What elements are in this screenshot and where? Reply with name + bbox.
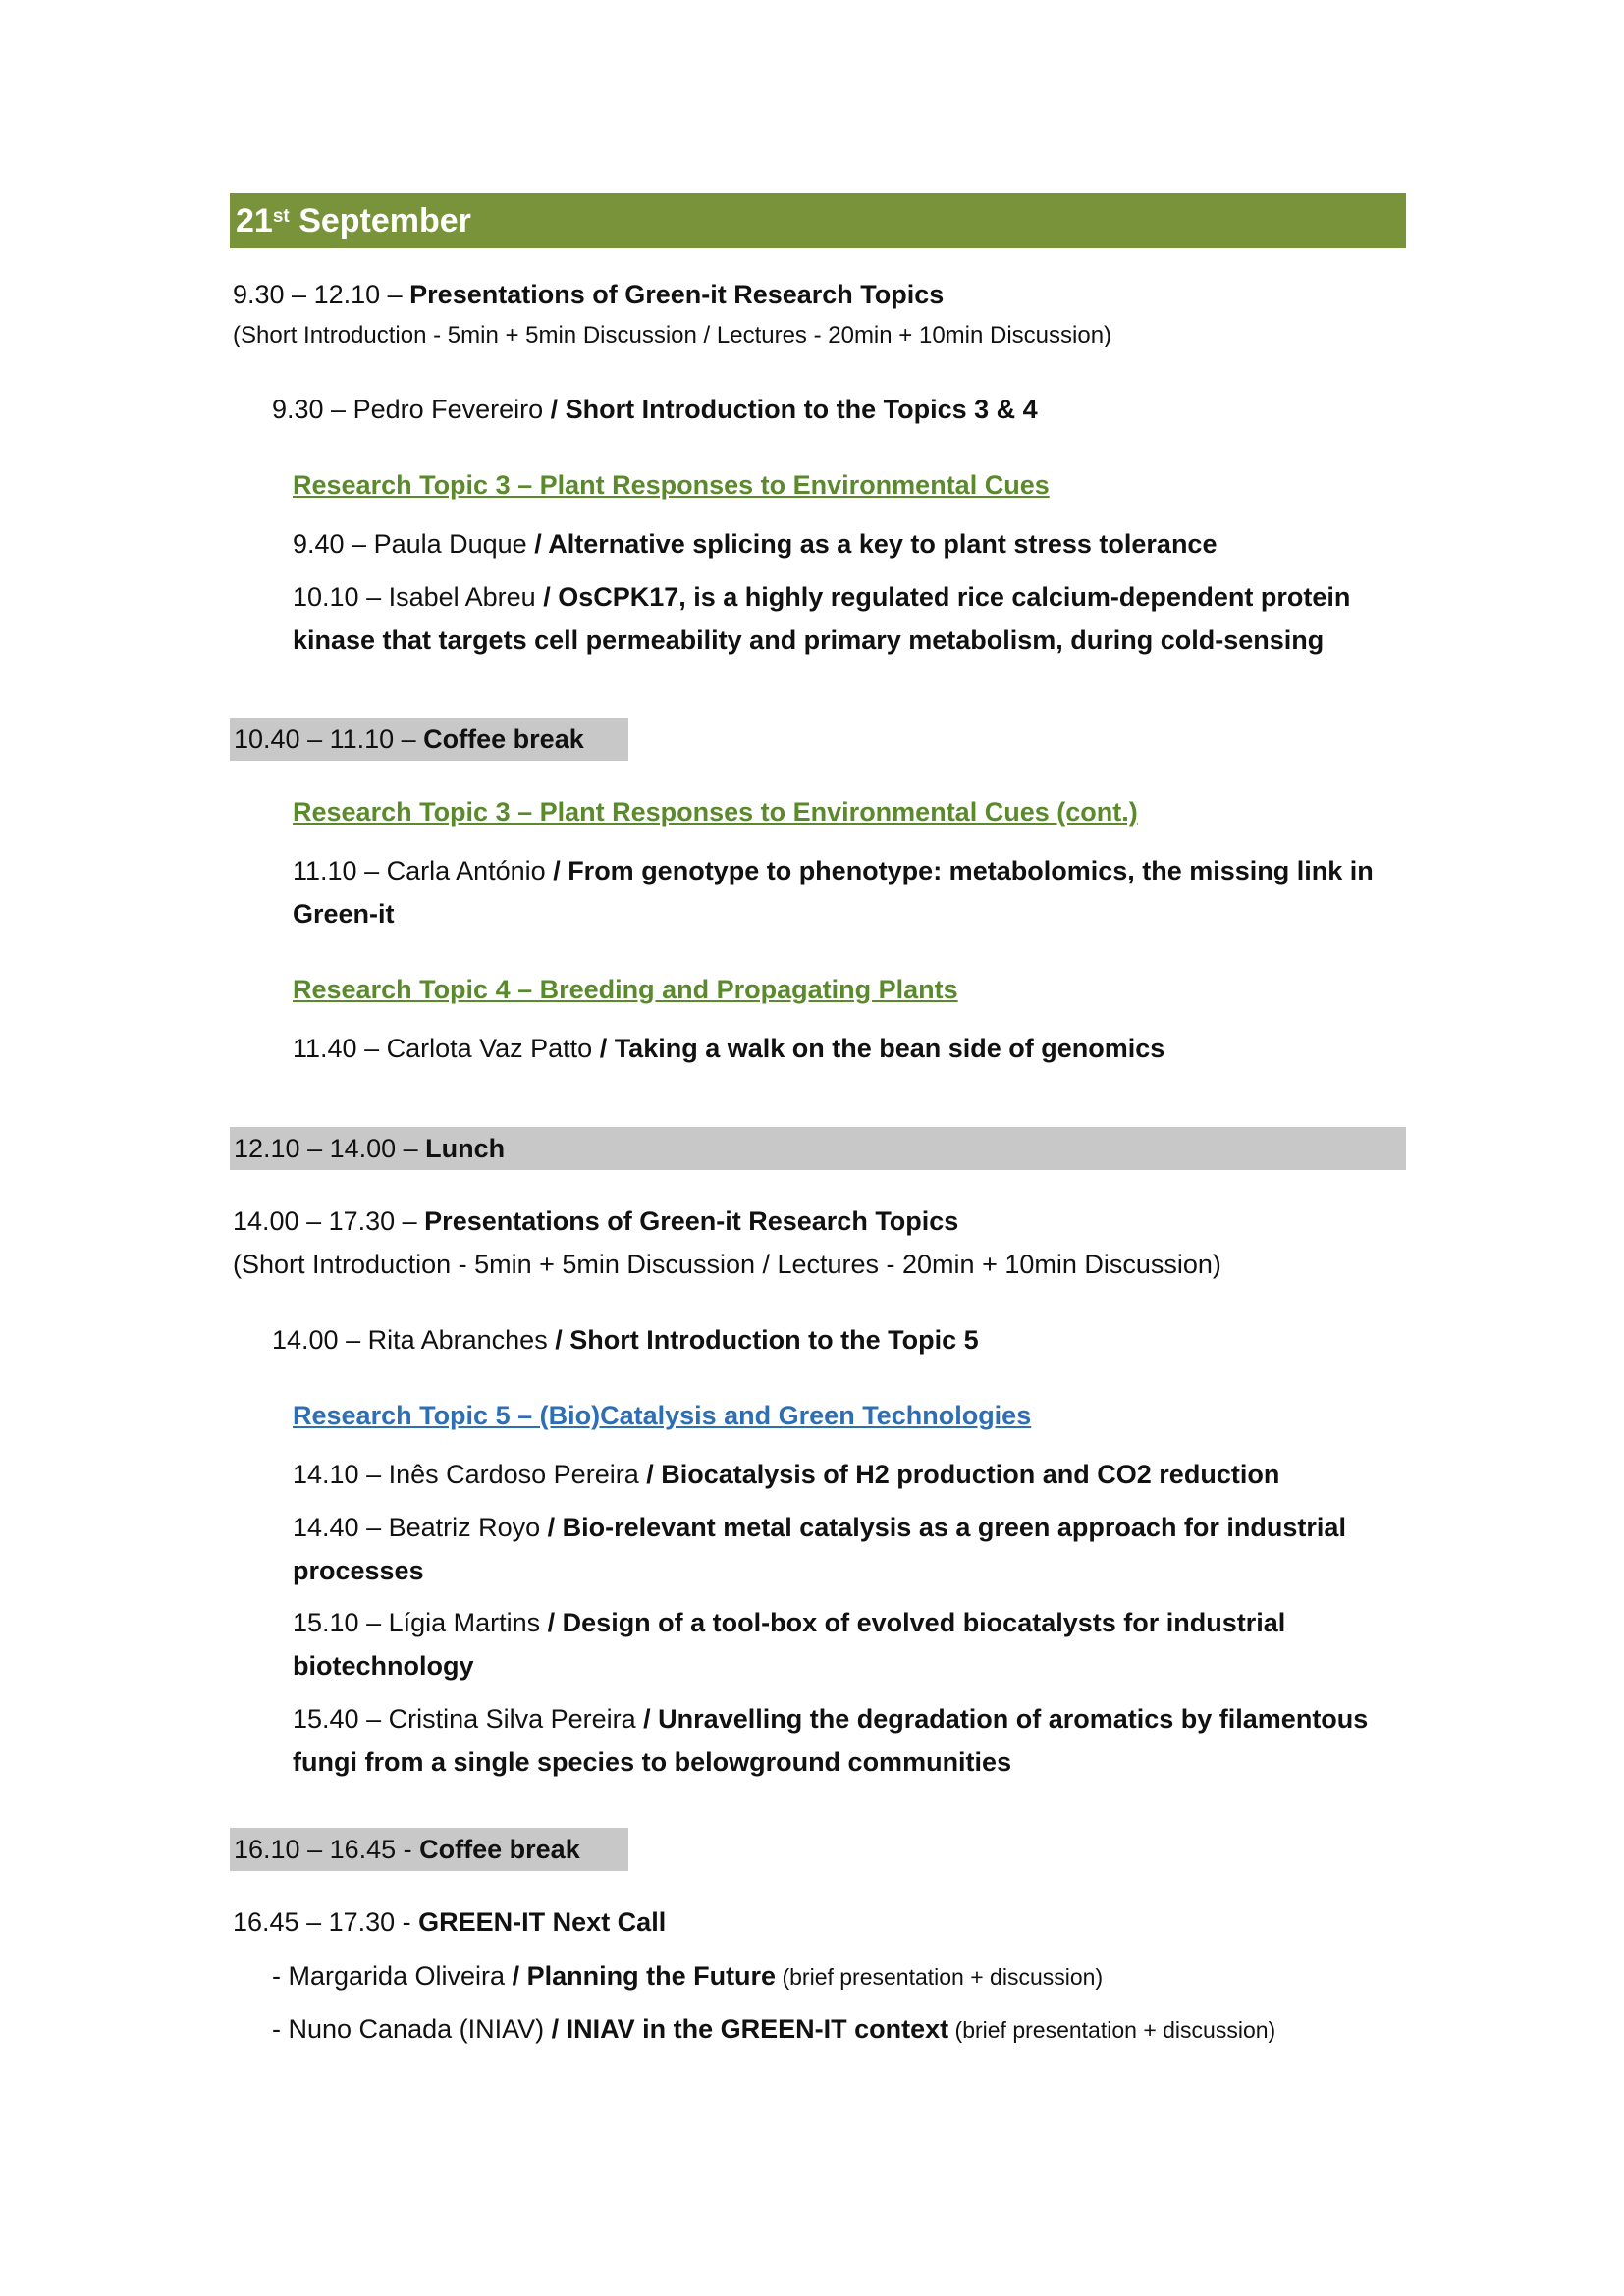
talk-item: 9.40 – Paula Duque / Alternative splicing as a key to plant stress tolerance [293,529,1218,559]
research-topic-heading: Research Topic 4 – Breeding and Propagating Plants [293,975,958,1004]
talk-item-cont: processes [293,1556,424,1585]
list-item: - Margarida Oliveira / Planning the Future (brief presentation + discussion) [272,1961,1104,1991]
session-note: (Short Introduction - 5min + 5min Discussion / Lectures - 20min + 10min Discussion) [233,1250,1221,1279]
talk-item-cont: Green-it [293,899,395,929]
talk-item: 11.40 – Carlota Vaz Patto / Taking a walk on the bean side of genomics [293,1034,1165,1063]
talk-item: 15.10 – Lígia Martins / Design of a tool-box of evolved biocatalysts for industrial [293,1608,1286,1637]
intro-talk: 9.30 – Pedro Fevereiro / Short Introduction to the Topics 3 & 4 [272,395,1038,424]
session-heading: 9.30 – 12.10 – Presentations of Green-it Research Topics [233,280,945,309]
session-note: (Short Introduction - 5min + 5min Discussion / Lectures - 20min + 10min Discussion) [233,322,1112,348]
talk-item-cont: kinase that targets cell permeability and primary metabolism, during cold-sensing [293,625,1325,655]
intro-talk: 14.00 – Rita Abranches / Short Introduction to the Topic 5 [272,1325,979,1355]
talk-item: 14.40 – Beatriz Royo / Bio-relevant metal catalysis as a green approach for industrial [293,1513,1346,1542]
research-topic-heading: Research Topic 5 – (Bio)Catalysis and Green Technologies [293,1401,1032,1430]
talk-item: 15.40 – Cristina Silva Pereira / Unravelling the degradation of aromatics by filamentous [293,1704,1369,1734]
coffee-break-band: 10.40 – 11.10 – Coffee break [230,718,628,761]
day-header [230,193,1406,248]
coffee-break-band: 16.10 – 16.45 - Coffee break [230,1828,628,1871]
talk-item-cont: fungi from a single species to belowground communities [293,1747,1012,1777]
list-item: - Nuno Canada (INIAV) / INIAV in the GREEN-IT context (brief presentation + discussion) [272,2014,1276,2044]
lunch-band: 12.10 – 14.00 – Lunch [230,1127,1406,1170]
talk-item: 14.10 – Inês Cardoso Pereira / Biocatalysis of H2 production and CO2 reduction [293,1460,1280,1489]
talk-item: 11.10 – Carla António / From genotype to phenotype: metabolomics, the missing link in [293,856,1374,885]
research-topic-heading: Research Topic 3 – Plant Responses to Environmental Cues [293,470,1050,500]
session-heading: 16.45 – 17.30 - GREEN-IT Next Call [233,1907,667,1937]
day-title: 21st September [236,202,471,240]
research-topic-heading: Research Topic 3 – Plant Responses to Environmental Cues (cont.) [293,797,1138,827]
talk-item-cont: biotechnology [293,1651,474,1681]
session-heading: 14.00 – 17.30 – Presentations of Green-it Research Topics [233,1206,959,1236]
talk-item: 10.10 – Isabel Abreu / OsCPK17, is a highly regulated rice calcium-dependent protein [293,582,1351,612]
